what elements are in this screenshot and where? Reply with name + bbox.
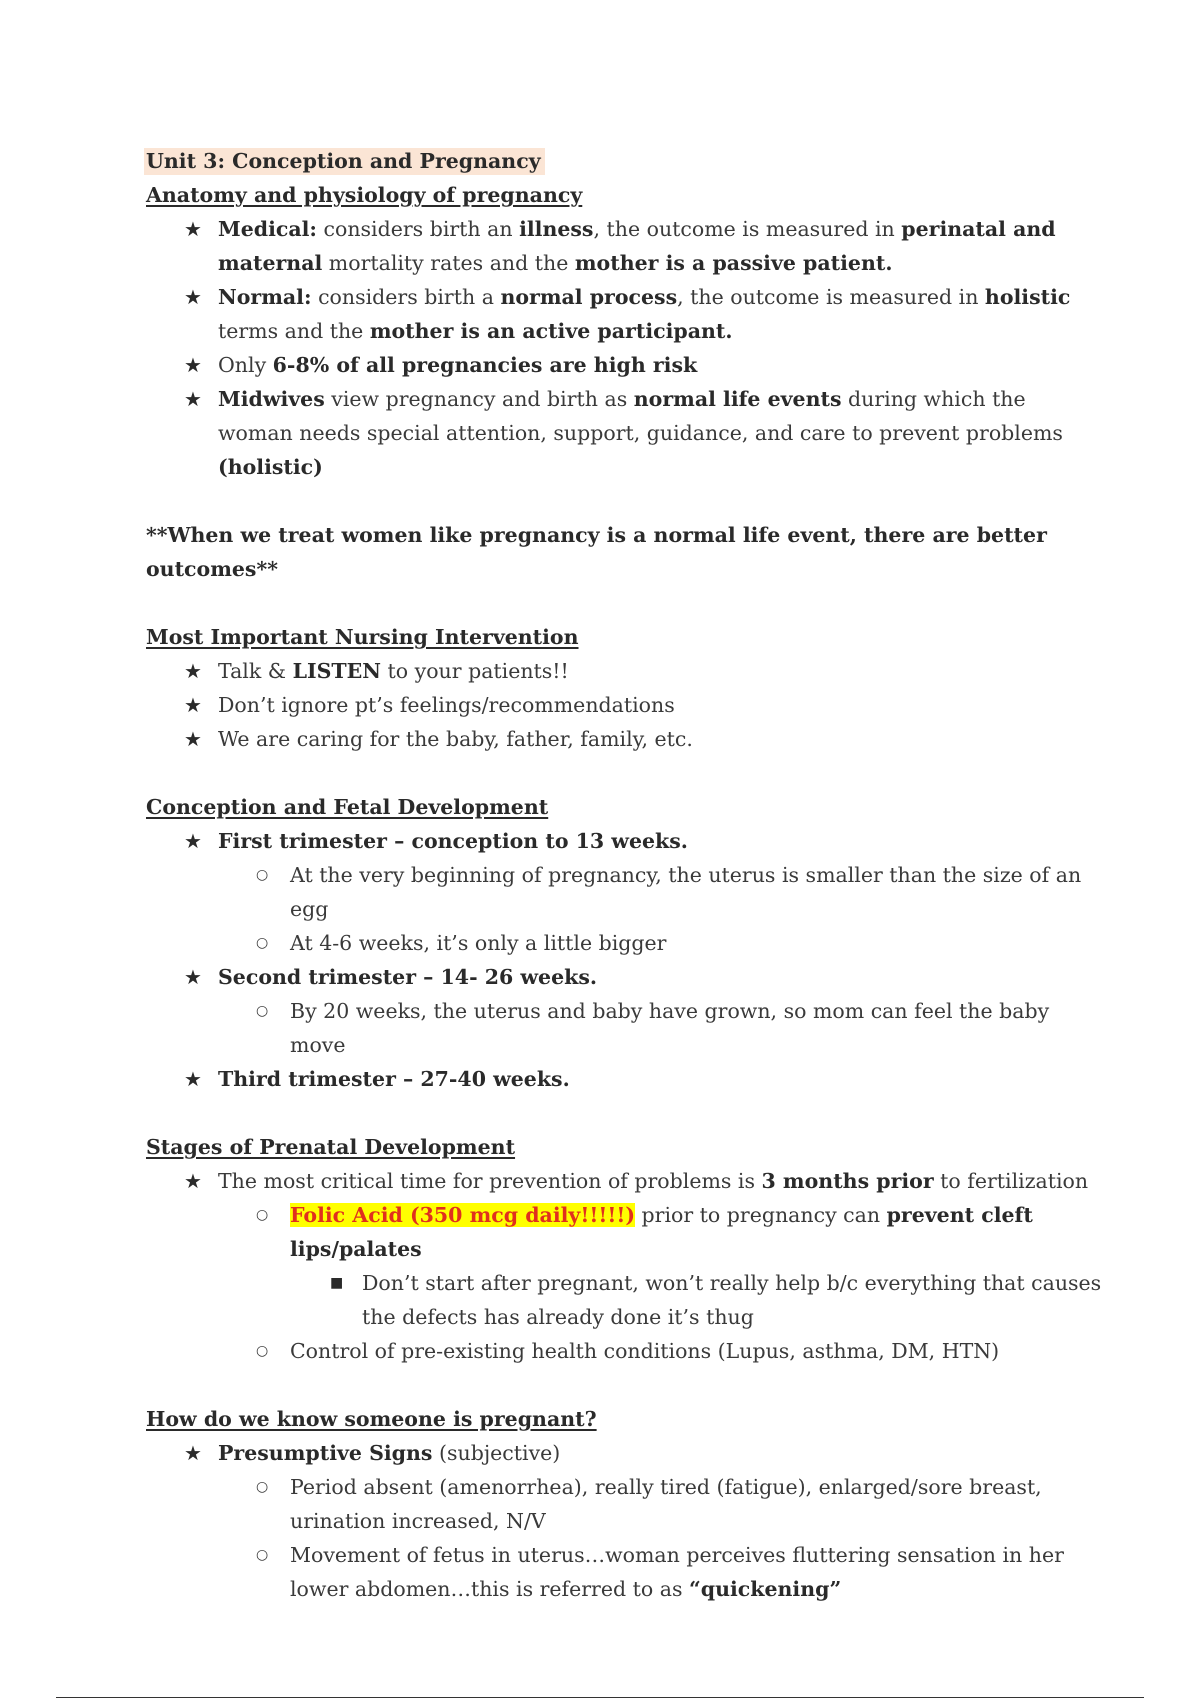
list-item: ★ Presumptive Signs (subjective) ○ Period absent (amenorrhea), really tired (fatigue), enlarged/sore breast, urination increased, N/V ○ Movement of fetus in uterus…woman perceives fluttering sensation in her lower abdomen…this is referred to as “quickening” [146, 1436, 1106, 1606]
star-bullet-icon: ★ [184, 217, 202, 241]
page-title: Unit 3: Conception and Pregnancy [144, 148, 545, 175]
star-bullet-icon: ★ [184, 1169, 202, 1193]
callout-note: **When we treat women like pregnancy is a normal life event, there are better outcomes** [146, 523, 1047, 581]
highlighted-text: Folic Acid (350 mcg daily!!!!!) [290, 1203, 636, 1227]
list-item: ★ Don’t ignore pt’s feelings/recommendations [146, 688, 1106, 722]
hollow-circle-bullet-icon: ○ [256, 867, 269, 883]
sub-list-item: ○ By 20 weeks, the uterus and baby have grown, so mom can feel the baby move [218, 994, 1106, 1062]
sub-list-item: ○ Folic Acid (350 mcg daily!!!!!) prior to pregnancy can prevent cleft lips/palates ■ Don’t start after pregnant, won’t really help b/c everything that causes the defects has already done it’s thug [218, 1198, 1106, 1334]
sub-sub-list-item: ■ Don’t start after pregnant, won’t really help b/c everything that causes the defects has already done it’s thug [290, 1266, 1106, 1334]
star-bullet-icon: ★ [184, 353, 202, 377]
intervention-list [146, 654, 1106, 756]
fetal-list [146, 824, 1106, 1096]
section-heading-prenatal: Stages of Prenatal Development [146, 1135, 516, 1159]
list-item: ★ Midwives view pregnancy and birth as normal life events during which the woman needs special attention, support, guidance, and care to prevent problems (holistic) [146, 382, 1106, 484]
anatomy-list [146, 212, 1106, 484]
prenatal-list [146, 1164, 1106, 1368]
star-bullet-icon: ★ [184, 285, 202, 309]
hollow-circle-bullet-icon: ○ [256, 1479, 269, 1495]
star-bullet-icon: ★ [184, 659, 202, 683]
hollow-circle-bullet-icon: ○ [256, 1343, 269, 1359]
hollow-circle-bullet-icon: ○ [256, 1003, 269, 1019]
star-bullet-icon: ★ [184, 1067, 202, 1091]
sub-list-item: ○ Control of pre-existing health conditions (Lupus, asthma, DM, HTN) [218, 1334, 1106, 1368]
list-item: ★ Second trimester – 14- 26 weeks. ○ By 20 weeks, the uterus and baby have grown, so mom can feel the baby move [146, 960, 1106, 1062]
document-page [146, 144, 1106, 1606]
section-heading-intervention: Most Important Nursing Intervention [146, 625, 579, 649]
section-heading-pregnant: How do we know someone is pregnant? [146, 1407, 597, 1431]
section-heading-anatomy: Anatomy and physiology of pregnancy [146, 183, 583, 207]
star-bullet-icon: ★ [184, 727, 202, 751]
list-item: ★ Normal: considers birth a normal process, the outcome is measured in holistic terms and the mother is an active participant. [146, 280, 1106, 348]
square-bullet-icon: ■ [330, 1275, 344, 1291]
star-bullet-icon: ★ [184, 387, 202, 411]
hollow-circle-bullet-icon: ○ [256, 1207, 269, 1223]
star-bullet-icon: ★ [184, 965, 202, 989]
list-item: ★ We are caring for the baby, father, family, etc. [146, 722, 1106, 756]
list-item: ★ Third trimester – 27-40 weeks. [146, 1062, 1106, 1096]
star-bullet-icon: ★ [184, 1441, 202, 1465]
list-item: ★ First trimester – conception to 13 weeks. ○ At the very beginning of pregnancy, the uterus is smaller than the size of an egg ○ At 4-6 weeks, it’s only a little bigger [146, 824, 1106, 960]
footer-divider [56, 1697, 1144, 1698]
list-item: ★ Medical: considers birth an illness, the outcome is measured in perinatal and maternal mortality rates and the mother is a passive patient. [146, 212, 1106, 280]
list-item: ★ Talk & LISTEN to your patients!! [146, 654, 1106, 688]
section-heading-fetal: Conception and Fetal Development [146, 795, 549, 819]
list-item: ★ Only 6-8% of all pregnancies are high risk [146, 348, 1106, 382]
hollow-circle-bullet-icon: ○ [256, 935, 269, 951]
star-bullet-icon: ★ [184, 829, 202, 853]
list-item: ★ The most critical time for prevention of problems is 3 months prior to fertilization ○ Folic Acid (350 mcg daily!!!!!) prior to pregnancy can prevent cleft lips/palates ■ Don’t start after pregnant, won’t really help b/c everything that causes the defects has already done it’s thug ○ Control of pre-existing health conditions (Lupus, asthma, DM, HTN) [146, 1164, 1106, 1368]
sub-list-item: ○ Period absent (amenorrhea), really tired (fatigue), enlarged/sore breast, urination increased, N/V [218, 1470, 1106, 1538]
hollow-circle-bullet-icon: ○ [256, 1547, 269, 1563]
sub-list-item: ○ At the very beginning of pregnancy, the uterus is smaller than the size of an egg [218, 858, 1106, 926]
sub-list-item: ○ Movement of fetus in uterus…woman perceives fluttering sensation in her lower abdomen…this is referred to as “quickening” [218, 1538, 1106, 1606]
sub-list-item: ○ At 4-6 weeks, it’s only a little bigger [218, 926, 1106, 960]
pregnant-list [146, 1436, 1106, 1606]
star-bullet-icon: ★ [184, 693, 202, 717]
